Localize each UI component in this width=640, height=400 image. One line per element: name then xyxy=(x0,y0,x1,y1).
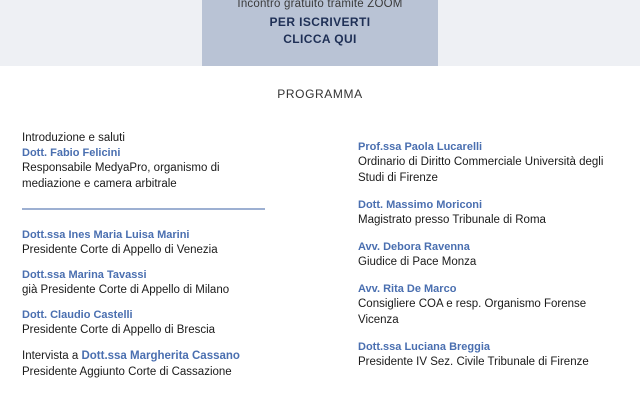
speaker-block xyxy=(358,340,628,370)
speaker-role: Ordinario di Diritto Commerciale Università degli Studi di Firenze xyxy=(358,156,604,184)
speaker-name: Dott.ssa Marina Tavassi xyxy=(22,269,147,281)
speaker-role: Presidente IV Sez. Civile Tribunale di Firenze xyxy=(358,356,589,368)
speaker-block xyxy=(22,268,272,298)
intro-label: Introduzione e saluti xyxy=(22,132,125,144)
interview-prefix: Intervista a xyxy=(22,350,82,362)
speaker-name: Dott. Claudio Castelli xyxy=(22,309,133,321)
section-divider xyxy=(22,208,265,210)
speaker-name: Dott. Massimo Moriconi xyxy=(358,199,483,211)
interview-block xyxy=(22,348,272,380)
speaker-block xyxy=(358,282,628,328)
speaker-name: Avv. Debora Ravenna xyxy=(358,241,470,253)
speaker-role: Giudice di Pace Monza xyxy=(358,256,477,268)
programma-heading: PROGRAMMA xyxy=(277,87,363,101)
speaker-block xyxy=(22,228,272,258)
speaker-name: Dott.ssa Luciana Breggia xyxy=(358,341,491,353)
speaker-role: già Presidente Corte di Appello di Milano xyxy=(22,284,230,296)
signup-cta[interactable] xyxy=(202,0,438,66)
speaker-role: Presidente Corte di Appello di Venezia xyxy=(22,244,218,256)
speaker-block xyxy=(358,240,628,270)
cta-line-1[interactable]: PER ISCRIVERTI xyxy=(269,15,371,29)
speaker-role: Presidente Corte di Appello di Brescia xyxy=(22,324,216,336)
speaker-name: Prof.ssa Paola Lucarelli xyxy=(358,141,483,153)
intro-block xyxy=(22,130,272,192)
speaker-role: Magistrato presso Tribunale di Roma xyxy=(358,214,546,226)
speaker-role: Presidente Aggiunto Corte di Cassazione xyxy=(22,366,232,378)
cta-line-2[interactable]: CLICCA QUI xyxy=(283,32,357,46)
speaker-name: Dott.ssa Ines Maria Luisa Marini xyxy=(22,229,190,241)
speaker-name: Avv. Rita De Marco xyxy=(358,283,457,295)
speaker-block xyxy=(358,198,628,228)
speaker-block xyxy=(358,140,628,186)
cta-subtitle: Incontro gratuito tramite ZOOM xyxy=(237,0,403,10)
speaker-name: Dott.ssa Margherita Cassano xyxy=(81,350,240,362)
left-column xyxy=(22,130,272,390)
right-column xyxy=(358,140,628,380)
speaker-role: Responsabile MedyaPro, organismo di mediazione e camera arbitrale xyxy=(22,162,220,190)
speaker-name: Dott. Fabio Felicini xyxy=(22,147,121,159)
speaker-role: Consigliere COA e resp. Organismo Forense Vicenza xyxy=(358,298,587,326)
interview-line xyxy=(22,348,272,364)
speaker-block xyxy=(22,308,272,338)
